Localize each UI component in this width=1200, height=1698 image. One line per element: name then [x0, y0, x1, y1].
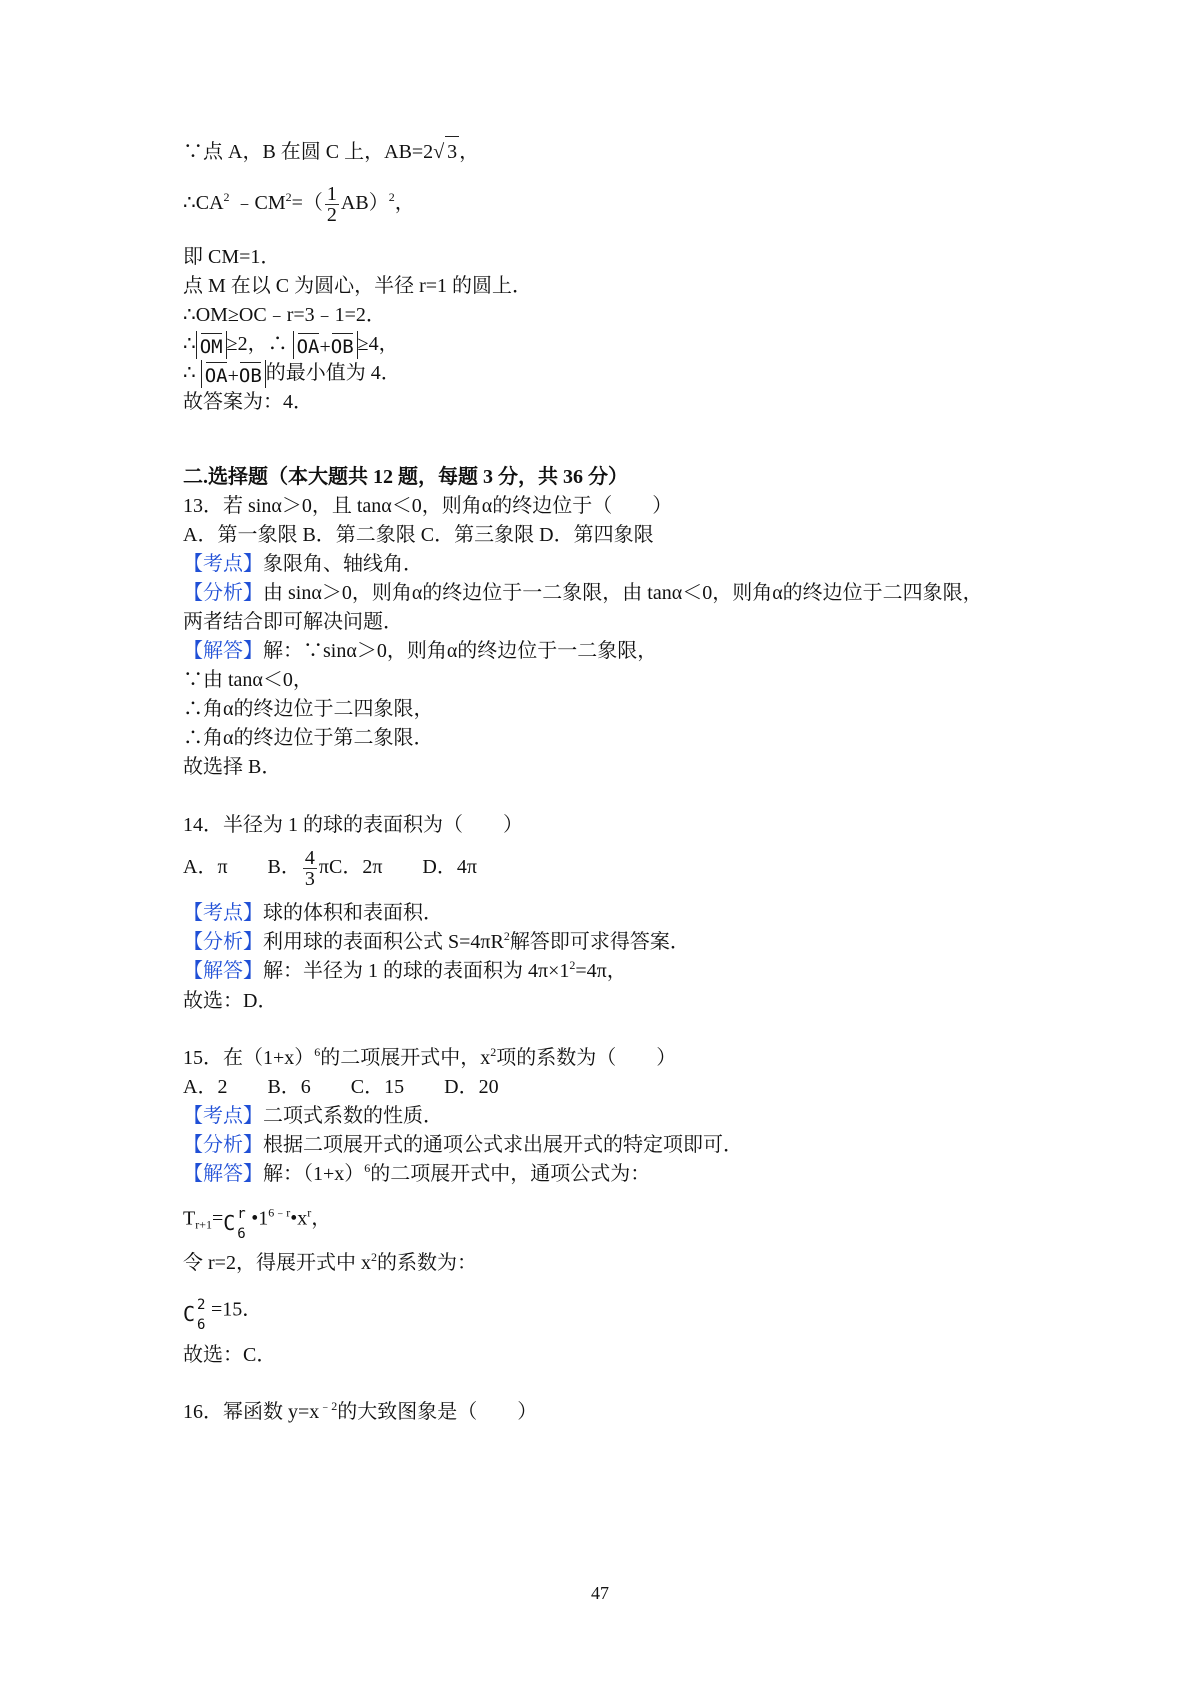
combination-lower: 6 [237, 1226, 246, 1242]
combination-upper: r [237, 1206, 246, 1222]
kaodian-label: 【考点】 [183, 902, 263, 924]
combination-letter: C [223, 1211, 236, 1235]
plus-sign: + [227, 365, 239, 388]
plus-sign: + [319, 336, 331, 359]
text-line [183, 636, 657, 666]
text: T [183, 1207, 196, 1230]
text: 球的体积和表面积． [263, 902, 443, 924]
superscript: 2 [388, 190, 395, 205]
text-line [183, 1159, 650, 1189]
text: ∵点 A，B 在圆 C 上，AB=2 [183, 141, 434, 163]
question-15-options: A．2 B．6 C．15 D．20 [183, 1076, 499, 1098]
text-line [183, 184, 415, 225]
superscript: 2 [490, 1045, 497, 1059]
superscript: 2 [285, 190, 292, 205]
text: •1 [251, 1207, 269, 1230]
vector-oa: OA [297, 331, 320, 359]
text-line: 两者结合即可解决问题． [183, 611, 403, 633]
vector-magnitude [196, 331, 227, 359]
kaodian-label: 【考点】 [183, 553, 263, 575]
text: ， [311, 1207, 332, 1230]
superscript: r [307, 1205, 312, 1220]
text-line [183, 549, 423, 579]
fraction [325, 184, 339, 225]
vector-sum-magnitude [293, 331, 358, 359]
question-14-stem: 14．半径为 1 的球的表面积为（ ） [183, 814, 523, 836]
jieda-label: 【解答】 [183, 1163, 263, 1185]
text: 15．在（1+x） [183, 1047, 315, 1069]
text-line [183, 1101, 443, 1131]
numerator: 1 [326, 183, 337, 205]
combination-lower: 6 [197, 1317, 206, 1333]
superscript: 2 [569, 958, 576, 972]
text-line: 故选：C． [183, 1344, 277, 1366]
text: 解：∵sinα＞0，则角α的终边位于一二象限， [263, 640, 658, 662]
question-13-stem: 13．若 sinα＞0，且 tanα＜0，则角α的终边位于（ ） [183, 495, 673, 517]
text: 的大致图象是（ ） [337, 1401, 538, 1423]
text: =4π， [575, 960, 627, 982]
text: 的最小值为 4． [265, 362, 401, 384]
fenxi-label: 【分析】 [183, 582, 263, 604]
jieda-label: 【解答】 [183, 640, 263, 662]
numerator: 4 [304, 847, 315, 869]
page-number: 47 [591, 1583, 609, 1603]
superscript: 2 [223, 190, 230, 205]
text: ∴ [183, 333, 196, 355]
combination-upper: 2 [197, 1297, 206, 1313]
question-16-stem [183, 1397, 537, 1427]
text: =15． [211, 1298, 263, 1321]
text-line: ∴OM≥OC﹣r=3﹣1=2． [183, 304, 386, 326]
fenxi-label: 【分析】 [183, 931, 263, 953]
combination-symbol [223, 1203, 251, 1242]
text: = [211, 1207, 224, 1230]
vector-sum-magnitude [201, 360, 266, 388]
jieda-label: 【解答】 [183, 960, 263, 982]
combination-letter: C [183, 1302, 196, 1326]
denominator: 2 [326, 204, 337, 226]
text-line: 故选择 B． [183, 756, 282, 778]
vector-om: OM [200, 331, 223, 359]
text-line: 点 M 在以 C 为圆心，半径 r=1 的圆上． [183, 275, 533, 297]
text-line [183, 927, 690, 957]
question-13-options: A．第一象限 B．第二象限 C．第三象限 D．第四象限 [183, 524, 654, 546]
text: AB） [340, 192, 389, 215]
text-line [183, 578, 983, 608]
question-15-stem [183, 1043, 676, 1073]
text-line: 故答案为：4． [183, 391, 313, 413]
text: 利用球的表面积公式 S=4πR [263, 931, 504, 953]
text: ∴CA [183, 192, 224, 215]
text-line: 故选：D． [183, 990, 278, 1012]
text: πC．2π D．4π [318, 856, 477, 879]
text: 解：半径为 1 的球的表面积为 4π×1 [263, 960, 570, 982]
text-line [183, 1248, 477, 1278]
text: •x [290, 1207, 308, 1230]
fenxi-label: 【分析】 [183, 1134, 263, 1156]
text: 的二项展开式中，通项公式为： [370, 1163, 651, 1185]
text: ﹣CM [229, 192, 286, 215]
fraction [303, 848, 317, 889]
text-line [183, 329, 399, 359]
vector-ob: OB [239, 360, 262, 388]
text-line: ∴角α的终边位于二四象限， [183, 698, 434, 720]
kaodian-label: 【考点】 [183, 1105, 263, 1127]
vector-ob: OB [331, 331, 354, 359]
superscript: ﹣2 [319, 1399, 338, 1413]
text: ， [459, 141, 480, 163]
superscript: 6﹣r [268, 1205, 291, 1220]
text: 解：（1+x） [263, 1163, 365, 1185]
superscript: 6 [314, 1045, 321, 1059]
text: ≥2，∴ [226, 333, 288, 355]
text: ∴ [183, 362, 196, 384]
text-line: ∴角α的终边位于第二象限． [183, 727, 434, 749]
text-line [183, 956, 627, 986]
text-line [183, 1130, 743, 1160]
denominator: 3 [304, 868, 315, 890]
text-line: 即 CM=1． [183, 246, 281, 268]
text-line: ∵由 tanα＜0， [183, 669, 313, 691]
text: 根据二项展开式的通项公式求出展开式的特定项即可． [263, 1134, 743, 1156]
superscript: 2 [370, 1250, 377, 1264]
text: 的二项展开式中，x [320, 1047, 491, 1069]
section-title: 二.选择题（本大题共 12 题，每题 3 分，共 36 分） [183, 466, 628, 488]
text: ， [394, 192, 415, 215]
sqrt-value: 3 [445, 136, 459, 167]
formula-line [183, 1294, 263, 1333]
text: 由 sinα＞0，则角α的终边位于一二象限，由 tanα＜0，则角α的终边位于二四象限， [263, 582, 983, 604]
text: 16．幂函数 y=x [183, 1401, 320, 1423]
text: 二项式系数的性质． [263, 1105, 443, 1127]
text: 的系数为： [376, 1252, 477, 1274]
superscript: 6 [364, 1161, 371, 1175]
superscript: 2 [503, 929, 510, 943]
text-line [183, 358, 401, 388]
text: 令 r=2，得展开式中 x [183, 1252, 371, 1274]
formula-line [183, 1203, 332, 1242]
text: ≥4， [357, 333, 399, 355]
text: 解答即可求得答案． [509, 931, 690, 953]
text: =（ [291, 192, 323, 215]
text-line [183, 898, 443, 928]
combination-symbol [183, 1294, 211, 1333]
question-14-options [183, 848, 477, 889]
text: 象限角、轴线角． [263, 553, 423, 575]
subscript: r+1 [195, 1217, 212, 1232]
vector-oa: OA [205, 360, 228, 388]
text-line: ∵点 A，B 在圆 C 上，AB=2√ 3 ， [183, 136, 479, 167]
text: 项的系数为（ ） [496, 1047, 677, 1069]
text: A．π B． [183, 856, 301, 879]
